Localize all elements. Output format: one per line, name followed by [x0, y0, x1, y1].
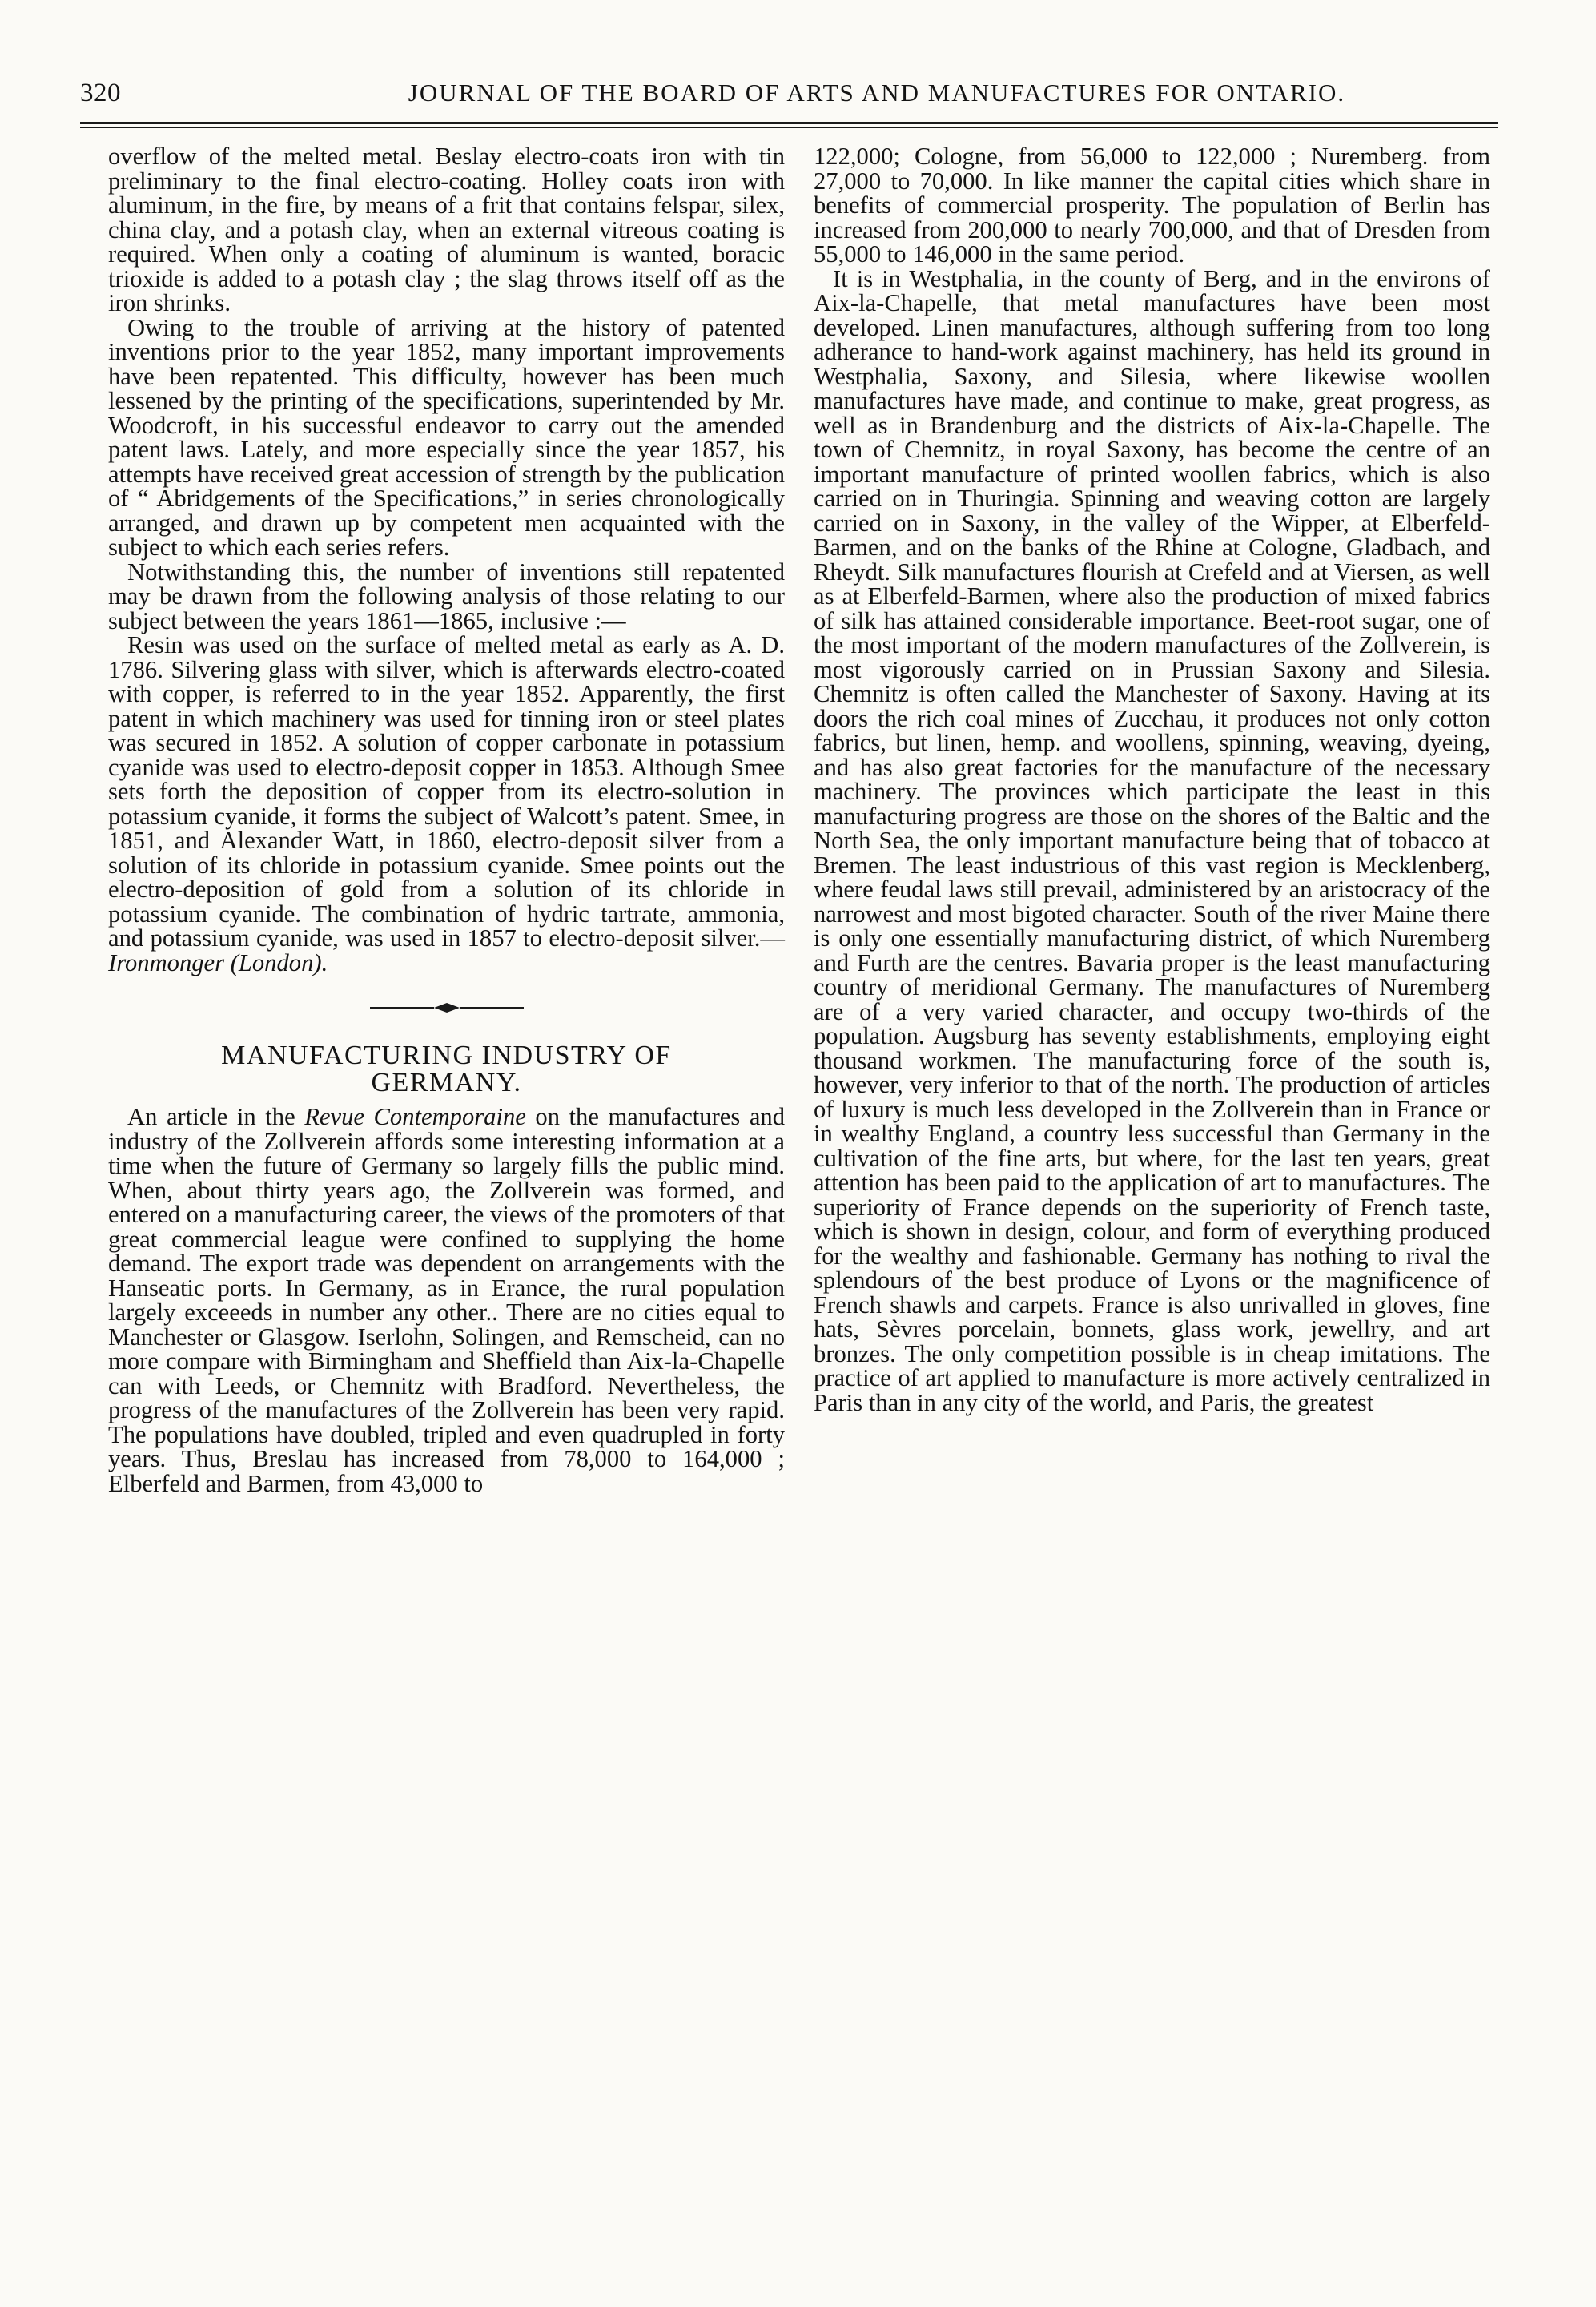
- section-title-line: GERMANY.: [371, 1068, 522, 1097]
- header-rule-thin: [80, 127, 1498, 128]
- right-column: [814, 144, 1490, 1415]
- page-number: 320: [80, 79, 121, 107]
- paragraph: It is in Westphalia, in the county of Berg, and in the environs of Aix-la-Chapelle, that metal manufactures have been most developed. Linen manufactures, although suffering from too long adherance to hand-work against machinery, has held its ground in Westphalia, Saxony, and Silesia, where likewise woollen manufactures have made, and continue to make, great progress, as well as in Brandenburg and the districts of Aix-la-Chapelle. The town of Chemnitz, in royal Saxony, has become the centre of an important manufacture of printed woollen fabrics, which is also carried on in Thuringia. Spinning and weaving cotton are largely carried on in Saxony, in the valley of the Wipper, at Elberfeld-Barmen, and on the banks of the Rhine at Cologne, Gladbach, and Rheydt. Silk manufactures flourish at Crefeld and at Viersen, as well as at Elberfeld-Barmen, where also the production of mixed fabrics of silk has attained considerable importance. Beet-root sugar, one of the most important of the modern manufactures of the Zollverein, is most vigorously carried on in Prussian Saxony and Silesia. Chemnitz is often called the Manchester of Saxony. Having at its doors the rich coal mines of Zucchau, it produces not only cotton fabrics, but linen, hemp. and woollens, spinning, weaving, dyeing, and has also great factories for the manufacture of the necessary machinery. The provinces which participate the least in this manufacturing progress are those on the shores of the Baltic and the North Sea, the only important manufacture being that of tobacco at Bremen. The least industrious of this vast region is Mecklenberg, where feudal laws still prevail, administered by an aristocracy of the narrowest and most bigoted character. South of the river Maine there is only one essentially manufacturing district, of which Nuremberg and Furth are the centres. Bavaria proper is the least manufacturing country of meridional Germany. The manufactures of Nuremberg are of a very varied character, and occupy two-thirds of the population. Augsburg has seventy establishments, employing eight thousand workmen. The manufacturing force of the south is, however, very inferior to that of the north. The production of articles of luxury is much less developed in the Zollverein than in France or in wealthy England, a country less successful than Germany in the cultivation of the fine arts, but where, for the last ten years, great attention has been paid to the application of art to manufactures. The superiority of France depends on the superiority of French taste, which is shown in design, colour, and form of everything produced for the wealthy and fashionable. Germany has nothing to rival the splendours of the best produce of Lyons or the magnificence of French shawls and carpets. France is also unrivalled in gloves, fine hats, Sèvres porcelain, bonnets, glass work, jewellry, and art bronzes. The only competition possible is in cheap imitations. The practice of art applied to manufacture is more actively centralized in Paris than in any city of the world, and Paris, the greatest: [814, 264, 1490, 1416]
- paragraph: 122,000; Cologne, from 56,000 to 122,000 ; Nuremberg. from 27,000 to 70,000. In like manner the capital cities which share in benefits of commercial prosperity. The population of Berlin has increased from 200,000 to nearly 700,000, and that of Dresden from 55,000 to 146,000 in the same period.: [814, 143, 1490, 268]
- page-header: [80, 74, 1498, 114]
- left-column: [108, 144, 785, 1496]
- section-title: [108, 1042, 785, 1097]
- source-name: Ironmonger: [108, 948, 225, 976]
- journal-name: Revue Contemporaine: [304, 1103, 526, 1130]
- section-title-line: MANUFACTURING INDUSTRY OF: [221, 1041, 672, 1070]
- paragraph-text: An article in the: [127, 1103, 305, 1130]
- paragraph: Notwithstanding this, the number of inventions still repatented may be drawn from the following analysis of those relating to our subject between the years 1861—1865, inclusive :—: [108, 558, 785, 634]
- paragraph-text: on the manufactures and industry of the Zollverein affords some interesting information at a time when the future of Germany so largely fills the public mind. When, about thirty years ago, the Zollverein was formed, and entered on a manufacturing career, the views of the promoters of that great commercial league were confined to supplying the home demand. The export trade was dependent on arrangements with the Hanseatic ports. In Germany, as in Erance, the rural population largely exceeeds in number any other.. There are no cities equal to Manchester or Glasgow. Iserlohn, Solingen, and Remscheid, can no more compare with Birmingham and Sheffield than Aix-la-Chapelle can with Leeds, or Chemnitz with Bradford. Nevertheless, the progress of the manufactures of the Zollverein has been very rapid. The populations have doubled, tripled and even quadrupled in forty years. Thus, Breslau has increased from 78,000 to 164,000 ; Elberfeld and Barmen, from 43,000 to: [108, 1103, 785, 1497]
- section-divider-ornament: [367, 1002, 527, 1013]
- source-city: (London).: [230, 948, 328, 976]
- running-title: JOURNAL OF THE BOARD OF ARTS AND MANUFACTURES FOR ONTARIO.: [408, 79, 1346, 107]
- paragraph: overflow of the melted metal. Beslay electro-coats iron with tin preliminary to the final electro-coating. Holley coats iron with aluminum, in the fire, by means of a frit that contains felspar, silex, china clay, and a potash clay, when an external vitreous coating is required. When only a coating of aluminum is wanted, boracic trioxide is added to a potash clay ; the slag throws itself off as the iron shrinks.: [108, 143, 785, 316]
- paragraph: [108, 633, 785, 975]
- paragraph: [108, 1105, 785, 1496]
- paragraph-text: Resin was used on the surface of melted metal as early as A. D. 1786. Silvering glass with silver, which is afterwards electro-coated with copper, is referred to in the year 1852. Apparently, the first patent in which machinery was used for tinning iron or steel plates was secured in 1852. A solution of copper carbonate in potassium cyanide was used to electro-deposit copper in 1853. Although Smee sets forth the deposition of copper from its electro-solution in potassium cyanide, it forms the subject of Walcott’s patent. Smee, in 1851, and Alexander Watt, in 1860, electro-deposit silver from a solution of its chloride in potassium cyanide. Smee points out the electro-deposition of gold from a solution of its chloride in potassium cyanide. The combination of hydric tartrate, ammonia, and potassium cyanide, was used in 1857 to electro-deposit silver.—: [108, 631, 785, 952]
- header-rule-thick: [80, 122, 1498, 124]
- paragraph: Owing to the trouble of arriving at the history of patented inventions prior to the year 1852, many important improvements have been repatented. This difficulty, however has been much lessened by the printing of the specifications, superintended by Mr. Woodcroft, in his successful endeavor to carry out the amended patent laws. Lately, and more especially since the year 1857, his attempts have received great accession of strength by the publication of “ Abridgements of the Specifications,” in series chronologically arranged, and drawn up by competent men acquainted with the subject to which each series refers.: [108, 313, 785, 561]
